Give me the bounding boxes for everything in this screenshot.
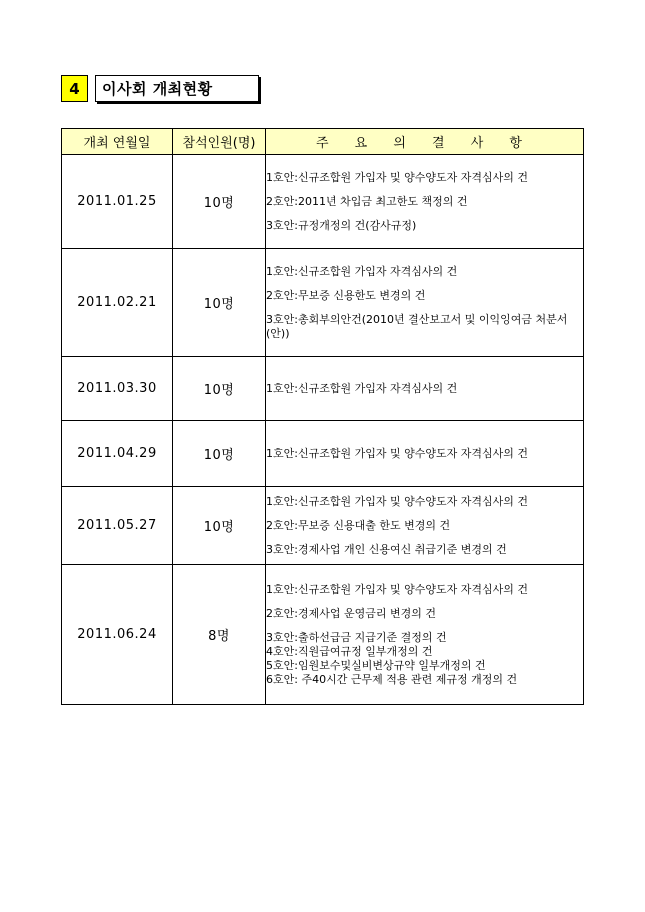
board-meeting-table xyxy=(61,128,584,705)
section-number: 4 xyxy=(61,75,88,102)
agenda-cell xyxy=(266,487,584,565)
agenda-item: 4호안:직원급여규정 일부개정의 건 xyxy=(266,644,433,658)
agenda-item: 2호안:2011년 차입금 최고한도 책정의 건 xyxy=(266,194,468,208)
table-row xyxy=(62,565,584,705)
agenda-cell xyxy=(266,155,584,249)
attendee-count: 10명 xyxy=(173,357,266,421)
table-row xyxy=(62,421,584,487)
agenda-item: 1호안:신규조합원 가입자 및 양수양도자 자격심사의 건 xyxy=(266,170,528,184)
table-header-row xyxy=(62,129,584,155)
agenda-item: 1호안:신규조합원 가입자 및 양수양도자 자격심사의 건 xyxy=(266,582,528,596)
section-header xyxy=(61,75,259,102)
section-title: 이사회 개최현황 xyxy=(95,75,259,102)
meeting-date: 2011.02.21 xyxy=(62,249,173,357)
header-agenda: 주 요 의 결 사 항 xyxy=(266,129,584,155)
agenda-item: 2호안:경제사업 운영금리 변경의 건 xyxy=(266,606,436,620)
agenda-cell xyxy=(266,421,584,487)
agenda-cell xyxy=(266,249,584,357)
agenda-item: 5호안:임원보수및실비변상규약 일부개정의 건 xyxy=(266,658,486,672)
agenda-item: 3호안:규정개정의 건(감사규정) xyxy=(266,218,417,232)
agenda-item: 1호안:신규조합원 가입자 및 양수양도자 자격심사의 건 xyxy=(266,446,528,460)
agenda-item: 1호안:신규조합원 가입자 및 양수양도자 자격심사의 건 xyxy=(266,494,528,508)
meeting-date: 2011.04.29 xyxy=(62,421,173,487)
agenda-item: 2호안:무보증 신용한도 변경의 건 xyxy=(266,288,426,302)
attendee-count: 10명 xyxy=(173,249,266,357)
agenda-cell xyxy=(266,565,584,705)
header-attendees: 참석인원(명) xyxy=(173,129,266,155)
attendee-count: 10명 xyxy=(173,487,266,565)
table-row xyxy=(62,357,584,421)
agenda-item: 6호안: 주40시간 근무제 적용 관련 제규정 개정의 건 xyxy=(266,672,518,686)
table-row xyxy=(62,155,584,249)
table-row xyxy=(62,249,584,357)
agenda-item: 3호안:총회부의안건(2010년 결산보고서 및 이익잉여금 처분서(안)) xyxy=(266,312,568,340)
table-row xyxy=(62,487,584,565)
agenda-item: 1호안:신규조합원 가입자 자격심사의 건 xyxy=(266,264,458,278)
meeting-date: 2011.06.24 xyxy=(62,565,173,705)
header-date: 개최 연월일 xyxy=(62,129,173,155)
agenda-cell xyxy=(266,357,584,421)
meeting-date: 2011.05.27 xyxy=(62,487,173,565)
meeting-date: 2011.01.25 xyxy=(62,155,173,249)
attendee-count: 8명 xyxy=(173,565,266,705)
attendee-count: 10명 xyxy=(173,421,266,487)
agenda-item: 1호안:신규조합원 가입자 자격심사의 건 xyxy=(266,381,458,395)
agenda-item: 3호안:경제사업 개인 신용여신 취급기준 변경의 건 xyxy=(266,542,507,556)
agenda-item: 2호안:무보증 신용대출 한도 변경의 건 xyxy=(266,518,451,532)
agenda-item: 3호안:출하선급금 지급기준 결정의 건 xyxy=(266,630,447,644)
meeting-date: 2011.03.30 xyxy=(62,357,173,421)
attendee-count: 10명 xyxy=(173,155,266,249)
